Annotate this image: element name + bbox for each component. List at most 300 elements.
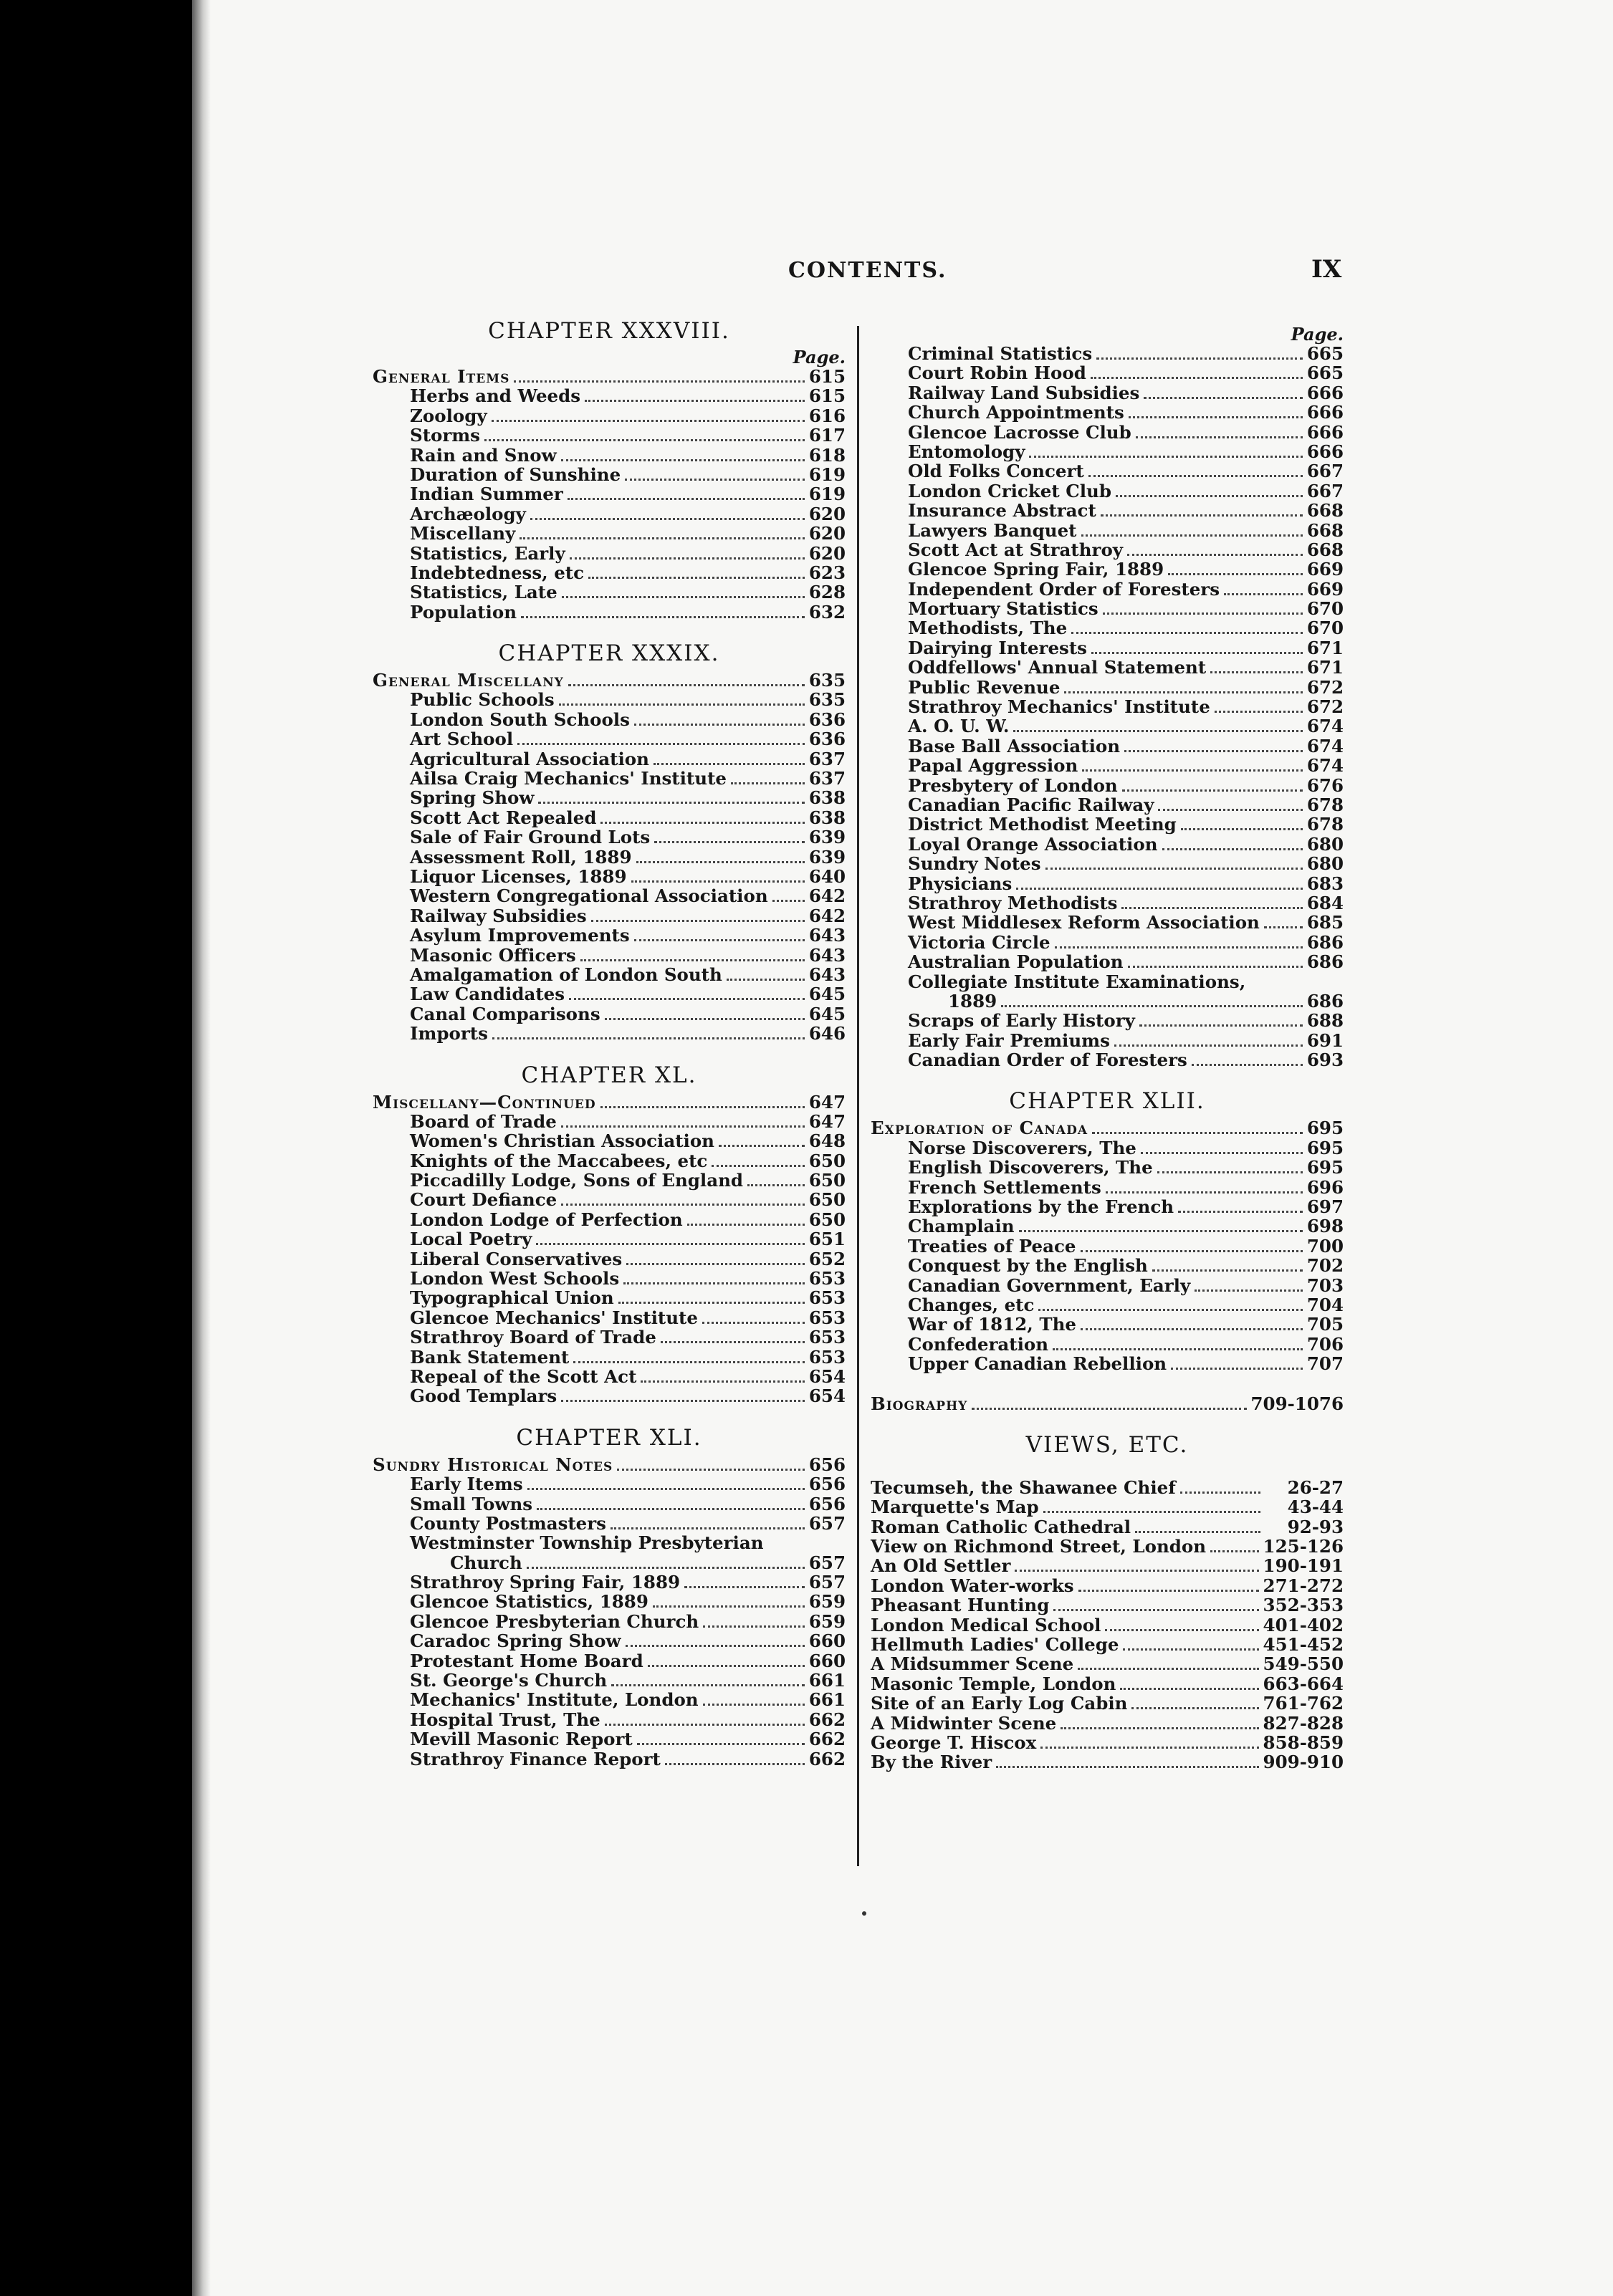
leader-dots	[1081, 1250, 1303, 1252]
leader-dots	[625, 479, 805, 481]
entry-list	[871, 1138, 1344, 1374]
toc-entry	[373, 1229, 846, 1249]
toc-entry	[871, 442, 1344, 461]
leader-dots	[684, 1586, 805, 1588]
leader-dots	[654, 763, 805, 765]
toc-entry	[373, 1131, 846, 1151]
toc-entry	[373, 867, 846, 886]
leader-dots	[703, 1625, 805, 1628]
entry-page: 617	[808, 425, 846, 446]
leader-dots	[521, 616, 805, 618]
toc-entry	[871, 383, 1344, 403]
page-number: IX	[1311, 255, 1342, 284]
entry-label: Entomology	[908, 441, 1025, 462]
entry-label: Archæology	[410, 503, 526, 524]
entry-label: Roman Catholic Cathedral	[871, 1516, 1131, 1537]
leader-dots	[634, 724, 805, 726]
toc-entry	[871, 1714, 1344, 1733]
leader-dots	[538, 802, 804, 804]
leader-dots	[1096, 357, 1303, 360]
entry-page: 632	[808, 601, 846, 623]
leader-dots	[1144, 397, 1303, 399]
leader-dots	[661, 1341, 805, 1343]
entry-label: Court Defiance	[410, 1189, 557, 1211]
entry-label: Presbytery of London	[908, 774, 1118, 796]
entry-label: Knights of the Maccabees, etc	[410, 1150, 708, 1171]
leader-dots	[520, 537, 805, 539]
leader-dots	[1078, 1590, 1259, 1592]
views-list	[871, 1478, 1344, 1772]
toc-entry	[871, 1595, 1344, 1615]
entry-label: A. O. U. W.	[908, 716, 1010, 737]
entry-label: Bank Statement	[410, 1346, 570, 1368]
leader-dots	[561, 1125, 805, 1128]
entry-page: 662	[808, 1748, 846, 1769]
entry-label: Masonic Temple, London	[871, 1673, 1116, 1694]
toc-entry	[373, 906, 846, 926]
entry-page: 663-664	[1263, 1673, 1344, 1694]
toc-entry	[373, 847, 846, 867]
leader-dots	[1157, 1171, 1303, 1173]
leader-dots	[631, 880, 805, 883]
leader-dots	[1129, 416, 1303, 418]
entry-label: Rain and Snow	[410, 444, 557, 466]
toc-entry	[373, 1367, 846, 1386]
entry-page: 619	[808, 463, 846, 485]
entry-label: Mechanics' Institute, London	[410, 1689, 699, 1711]
toc-entry	[871, 854, 1344, 873]
entry-page: 636	[808, 709, 846, 730]
leader-dots	[1195, 1289, 1303, 1292]
entry-label: Public Revenue	[908, 676, 1061, 698]
entry-label: Treaties of Peace	[908, 1235, 1076, 1257]
entry-page: 549-550	[1263, 1653, 1344, 1675]
leader-dots	[1128, 966, 1303, 968]
leader-dots	[568, 498, 805, 500]
chapter-title: CHAPTER XXXIX.	[498, 640, 720, 667]
leader-dots	[618, 1302, 805, 1304]
entry-label: Australian Population	[908, 951, 1124, 973]
entry-page: 706	[1306, 1333, 1344, 1355]
leader-dots	[1040, 1747, 1258, 1749]
leader-dots	[1114, 1044, 1303, 1047]
toc-entry	[373, 602, 846, 622]
entry-page: 686	[1306, 931, 1344, 953]
entry-page: 695	[1306, 1137, 1344, 1158]
entry-page: 858-859	[1263, 1732, 1344, 1753]
leader-dots	[1224, 593, 1303, 595]
toc-entry-wrapped: Westminster Township Presbyterian	[410, 1532, 764, 1554]
entry-page: 635	[808, 689, 846, 711]
entry-label: Caradoc Spring Show	[410, 1630, 621, 1652]
toc-entry	[373, 1249, 846, 1269]
entry-page: 650	[808, 1189, 846, 1211]
entry-page: 648	[808, 1130, 846, 1152]
leader-dots	[605, 1724, 805, 1726]
leader-dots	[996, 1766, 1258, 1768]
toc-entry	[871, 736, 1344, 756]
entry-page: 660	[808, 1650, 846, 1671]
leader-dots	[1016, 888, 1303, 890]
leader-dots	[1082, 769, 1303, 772]
entry-page: 401-402	[1263, 1614, 1344, 1635]
entry-label: Railway Subsidies	[410, 905, 587, 926]
leader-dots	[1105, 1629, 1258, 1631]
biography-entry: Biography 709-1076	[871, 1393, 1344, 1414]
entry-label: West Middlesex Reform Association	[908, 912, 1260, 933]
toc-entry	[373, 1190, 846, 1209]
entry-label: Glencoe Spring Fair, 1889	[908, 559, 1164, 580]
leader-dots	[484, 439, 805, 441]
entry-page: 636	[808, 729, 846, 750]
leader-dots	[1053, 1609, 1258, 1611]
toc-entry	[373, 1651, 846, 1671]
entry-page: 666	[1306, 402, 1344, 423]
entry-page: 653	[808, 1346, 846, 1368]
leader-dots	[1116, 495, 1303, 497]
entry-page: 661	[808, 1670, 846, 1691]
toc-entry	[871, 1138, 1344, 1158]
toc-entry	[373, 886, 846, 906]
leader-dots	[1124, 750, 1303, 752]
entry-list	[373, 690, 846, 1043]
print-speck	[862, 1911, 866, 1916]
entry-page: 628	[808, 582, 846, 603]
entry-page: 661	[808, 1689, 846, 1711]
entry-page: 645	[808, 1003, 846, 1024]
left-column	[373, 315, 846, 1769]
toc-entry	[871, 1050, 1344, 1070]
leader-dots	[665, 1763, 805, 1765]
toc-entry	[871, 1178, 1344, 1197]
entry-label: English Discoverers, The	[908, 1157, 1153, 1178]
entry-page: 639	[808, 846, 846, 868]
leader-dots	[1088, 475, 1303, 477]
leader-dots	[562, 596, 805, 598]
entry-page: 696	[1306, 1176, 1344, 1198]
entry-label: Hellmuth Ladies' College	[871, 1634, 1119, 1656]
entry-label: Early Items	[410, 1474, 523, 1495]
entry-page: 653	[808, 1327, 846, 1348]
entry-page: 668	[1306, 539, 1344, 560]
entry-label: Glencoe Presbyterian Church	[410, 1610, 699, 1632]
entry-page: 647	[808, 1110, 846, 1132]
toc-entry	[871, 481, 1344, 501]
entry-label: Agricultural Association	[410, 748, 649, 769]
entry-label: Canadian Order of Foresters	[908, 1049, 1187, 1071]
views-title: VIEWS, ETC.	[1025, 1431, 1189, 1458]
entry-label: Old Folks Concert	[908, 461, 1084, 482]
entry-label: View on Richmond Street, London	[871, 1536, 1207, 1557]
entry-page: 653	[808, 1307, 846, 1328]
toc-entry	[871, 815, 1344, 834]
leader-dots	[1152, 1269, 1303, 1272]
toc-entry	[373, 465, 846, 484]
leader-dots	[626, 1263, 805, 1265]
entry-page: 669	[1306, 559, 1344, 580]
entry-label: An Old Settler	[871, 1555, 1011, 1577]
section-entry: General Miscellany 635	[373, 670, 846, 691]
toc-entry	[871, 1635, 1344, 1654]
entry-page: 656	[808, 1474, 846, 1495]
leader-dots	[561, 1204, 805, 1206]
entry-label: Mortuary Statistics	[908, 598, 1099, 620]
entry-label: District Methodist Meeting	[908, 814, 1177, 835]
entry-label: Amalgamation of London South	[410, 964, 722, 985]
entry-page: 761-762	[1263, 1693, 1344, 1714]
toc-entry	[373, 1327, 846, 1347]
entry-label: A Midsummer Scene	[871, 1653, 1074, 1675]
entry-page: 668	[1306, 500, 1344, 522]
toc-entry	[373, 1474, 846, 1494]
right-column	[871, 315, 1344, 1772]
toc-entry	[373, 749, 846, 769]
toc-entry	[871, 1478, 1344, 1497]
entry-label: Assessment Roll, 1889	[410, 846, 632, 868]
leader-dots	[727, 979, 805, 981]
entry-label: Indian Summer	[410, 484, 563, 505]
entry-page: 352-353	[1263, 1595, 1344, 1616]
entry-page: 671	[1306, 637, 1344, 658]
entry-page: 702	[1306, 1255, 1344, 1277]
toc-entry	[871, 1031, 1344, 1050]
entry-label: Canadian Government, Early	[908, 1274, 1191, 1296]
entry-page: 667	[1306, 480, 1344, 501]
toc-entry	[373, 769, 846, 788]
leader-dots	[1015, 1570, 1258, 1572]
entry-label: Scott Act at Strathroy	[908, 539, 1124, 560]
toc-entry	[871, 461, 1344, 481]
entry-label: London Medical School	[871, 1614, 1101, 1635]
leader-dots	[1180, 1492, 1260, 1494]
toc-entry	[373, 1749, 846, 1769]
entry-label: Canadian Pacific Railway	[908, 794, 1154, 815]
leader-dots	[1055, 946, 1303, 948]
toc-entry	[373, 1592, 846, 1611]
entry-label: Dairying Interests	[908, 637, 1087, 658]
entry-page: 643	[808, 944, 846, 966]
entry-page: 643	[808, 925, 846, 946]
entry-label: Duration of Sunshine	[410, 463, 621, 485]
leader-dots	[641, 1380, 804, 1383]
entry-page: 125-126	[1263, 1536, 1344, 1557]
entry-page: 643	[808, 964, 846, 985]
leader-dots	[637, 1743, 805, 1745]
entry-page: 640	[808, 865, 846, 887]
entry-label: Champlain	[908, 1216, 1015, 1237]
entry-label: Ailsa Craig Mechanics' Institute	[410, 768, 727, 789]
toc-entry	[871, 913, 1344, 932]
toc-entry	[871, 1158, 1344, 1177]
toc-entry	[871, 540, 1344, 559]
entry-page: 659	[808, 1591, 846, 1613]
leader-dots	[527, 1488, 805, 1490]
entry-page: 695	[1306, 1157, 1344, 1178]
entry-label: Scott Act Repealed	[410, 807, 597, 828]
entry-label: Strathroy Mechanics' Institute	[908, 696, 1210, 718]
leader-dots	[1120, 1688, 1258, 1690]
leader-dots	[1106, 1191, 1303, 1193]
leader-dots	[1029, 456, 1302, 458]
entry-label: Law Candidates	[410, 984, 565, 1005]
leader-dots	[687, 1224, 805, 1226]
leader-dots	[1139, 1024, 1303, 1027]
entry-page: 642	[808, 905, 846, 926]
toc-entry	[871, 1276, 1344, 1295]
toc-entry	[373, 1288, 846, 1307]
entry-label: By the River	[871, 1752, 992, 1773]
entry-label: Art School	[410, 729, 514, 750]
leader-dots	[573, 1361, 805, 1363]
entry-label: Public Schools	[410, 689, 555, 711]
entry-list	[871, 344, 1344, 972]
toc-entry	[871, 559, 1344, 579]
entry-page: 646	[808, 1023, 846, 1044]
leader-dots	[623, 1282, 805, 1284]
entry-page: 688	[1306, 1010, 1344, 1032]
toc-entry	[373, 1710, 846, 1729]
leader-dots	[1168, 573, 1303, 575]
entry-page: 43-44	[1287, 1497, 1344, 1518]
entry-page: 638	[808, 807, 846, 828]
entry-label: Confederation	[908, 1333, 1049, 1355]
entry-label: A Midwinter Scene	[871, 1712, 1057, 1734]
entry-page: 705	[1306, 1314, 1344, 1335]
toc-entry	[871, 1576, 1344, 1595]
entry-page: 678	[1306, 814, 1344, 835]
toc-entry	[373, 446, 846, 465]
leader-dots	[747, 1184, 805, 1186]
entry-list	[373, 1572, 846, 1769]
entry-label: Norse Discoverers, The	[908, 1137, 1136, 1158]
leader-dots	[588, 577, 805, 579]
entry-page: 645	[808, 984, 846, 1005]
toc-entry	[373, 946, 846, 965]
entry-page: 686	[1306, 951, 1344, 973]
entry-label: French Settlements	[908, 1176, 1101, 1198]
leader-dots	[1264, 926, 1303, 928]
entry-label: Independent Order of Foresters	[908, 578, 1220, 600]
entry-page: 707	[1306, 1353, 1344, 1375]
toc-entry	[871, 1694, 1344, 1713]
toc-entry	[373, 406, 846, 426]
entry-label: Mevill Masonic Report	[410, 1729, 633, 1750]
leader-dots	[561, 1400, 805, 1402]
entry-page: 654	[808, 1365, 846, 1387]
toc-entry	[871, 1674, 1344, 1694]
leader-dots	[600, 822, 804, 824]
toc-entry	[373, 788, 846, 807]
toc-entry	[373, 710, 846, 729]
toc-entry	[871, 1295, 1344, 1315]
section-entry: Miscellany—Continued 647	[373, 1091, 846, 1113]
leader-dots	[1081, 1328, 1303, 1330]
toc-entry	[871, 363, 1344, 383]
entry-label: Railway Land Subsidies	[908, 382, 1140, 403]
entry-page: 666	[1306, 421, 1344, 443]
leader-dots	[1210, 1550, 1258, 1552]
entry-page: 657	[808, 1572, 846, 1593]
leader-dots	[1127, 554, 1303, 556]
toc-entry	[871, 521, 1344, 540]
entry-page: 662	[808, 1709, 846, 1730]
leader-dots	[1038, 1309, 1302, 1311]
entry-label: Strathroy Finance Report	[410, 1748, 661, 1769]
toc-entry-continuation: 1889 686	[948, 990, 1344, 1012]
entry-page: 650	[808, 1150, 846, 1171]
toc-entry	[373, 1631, 846, 1651]
entry-page: 676	[1306, 774, 1344, 796]
toc-entry	[871, 1537, 1344, 1556]
entry-label: Protestant Home Board	[410, 1650, 643, 1671]
toc-entry	[373, 1386, 846, 1406]
toc-entry	[373, 582, 846, 602]
entry-label: War of 1812, The	[908, 1314, 1076, 1335]
leader-dots	[1091, 377, 1303, 379]
toc-entry	[871, 1517, 1344, 1537]
entry-label: Early Fair Premiums	[908, 1029, 1110, 1051]
entry-label: Papal Aggression	[908, 755, 1078, 777]
entry-page: 653	[808, 1268, 846, 1289]
entry-label: Spring Show	[410, 787, 535, 809]
toc-entry	[871, 678, 1344, 697]
leader-dots	[1101, 514, 1303, 517]
entry-label: London Lodge of Perfection	[410, 1209, 683, 1230]
entry-page: 26-27	[1287, 1476, 1344, 1498]
entry-page: 665	[1306, 343, 1344, 364]
toc-entry-continuation: Church 657	[450, 1552, 846, 1573]
entry-page: 620	[808, 523, 846, 544]
entry-page: 685	[1306, 912, 1344, 933]
toc-entry	[871, 1556, 1344, 1575]
entry-page: 691	[1306, 1029, 1344, 1051]
leader-dots	[561, 459, 805, 461]
entry-page: 657	[808, 1512, 846, 1534]
leader-dots	[492, 420, 805, 422]
entry-page: 652	[808, 1248, 846, 1269]
entry-label: Storms	[410, 425, 480, 446]
entry-label: Tecumseh, the Shawanee Chief	[871, 1476, 1176, 1498]
leader-dots	[1122, 789, 1303, 792]
entry-page: 669	[1306, 578, 1344, 600]
entry-label: Liberal Conservatives	[410, 1248, 623, 1269]
leader-dots	[1162, 848, 1303, 850]
toc-entry	[871, 756, 1344, 775]
entry-list	[373, 1474, 846, 1533]
toc-entry	[373, 1494, 846, 1514]
entry-list	[373, 386, 846, 622]
toc-entry	[871, 1615, 1344, 1635]
entry-label: Base Ball Association	[908, 735, 1121, 756]
entry-page: 674	[1306, 735, 1344, 756]
entry-label: Liquor Licenses, 1889	[410, 865, 627, 887]
leader-dots	[1181, 828, 1303, 830]
toc-entry	[871, 1354, 1344, 1373]
leader-dots	[1019, 1230, 1303, 1232]
leader-dots	[1045, 868, 1303, 870]
toc-entry	[373, 1671, 846, 1690]
entry-page: 683	[1306, 873, 1344, 894]
leader-dots	[702, 1322, 805, 1324]
toc-entry	[871, 933, 1344, 952]
leader-dots	[1178, 1211, 1303, 1213]
leader-dots	[1103, 613, 1303, 615]
entry-label: London Cricket Club	[908, 480, 1111, 501]
entry-page: 666	[1306, 441, 1344, 462]
entry-page: 704	[1306, 1294, 1344, 1315]
entry-label: Strathroy Spring Fair, 1889	[410, 1572, 681, 1593]
leader-dots	[1171, 1368, 1303, 1370]
